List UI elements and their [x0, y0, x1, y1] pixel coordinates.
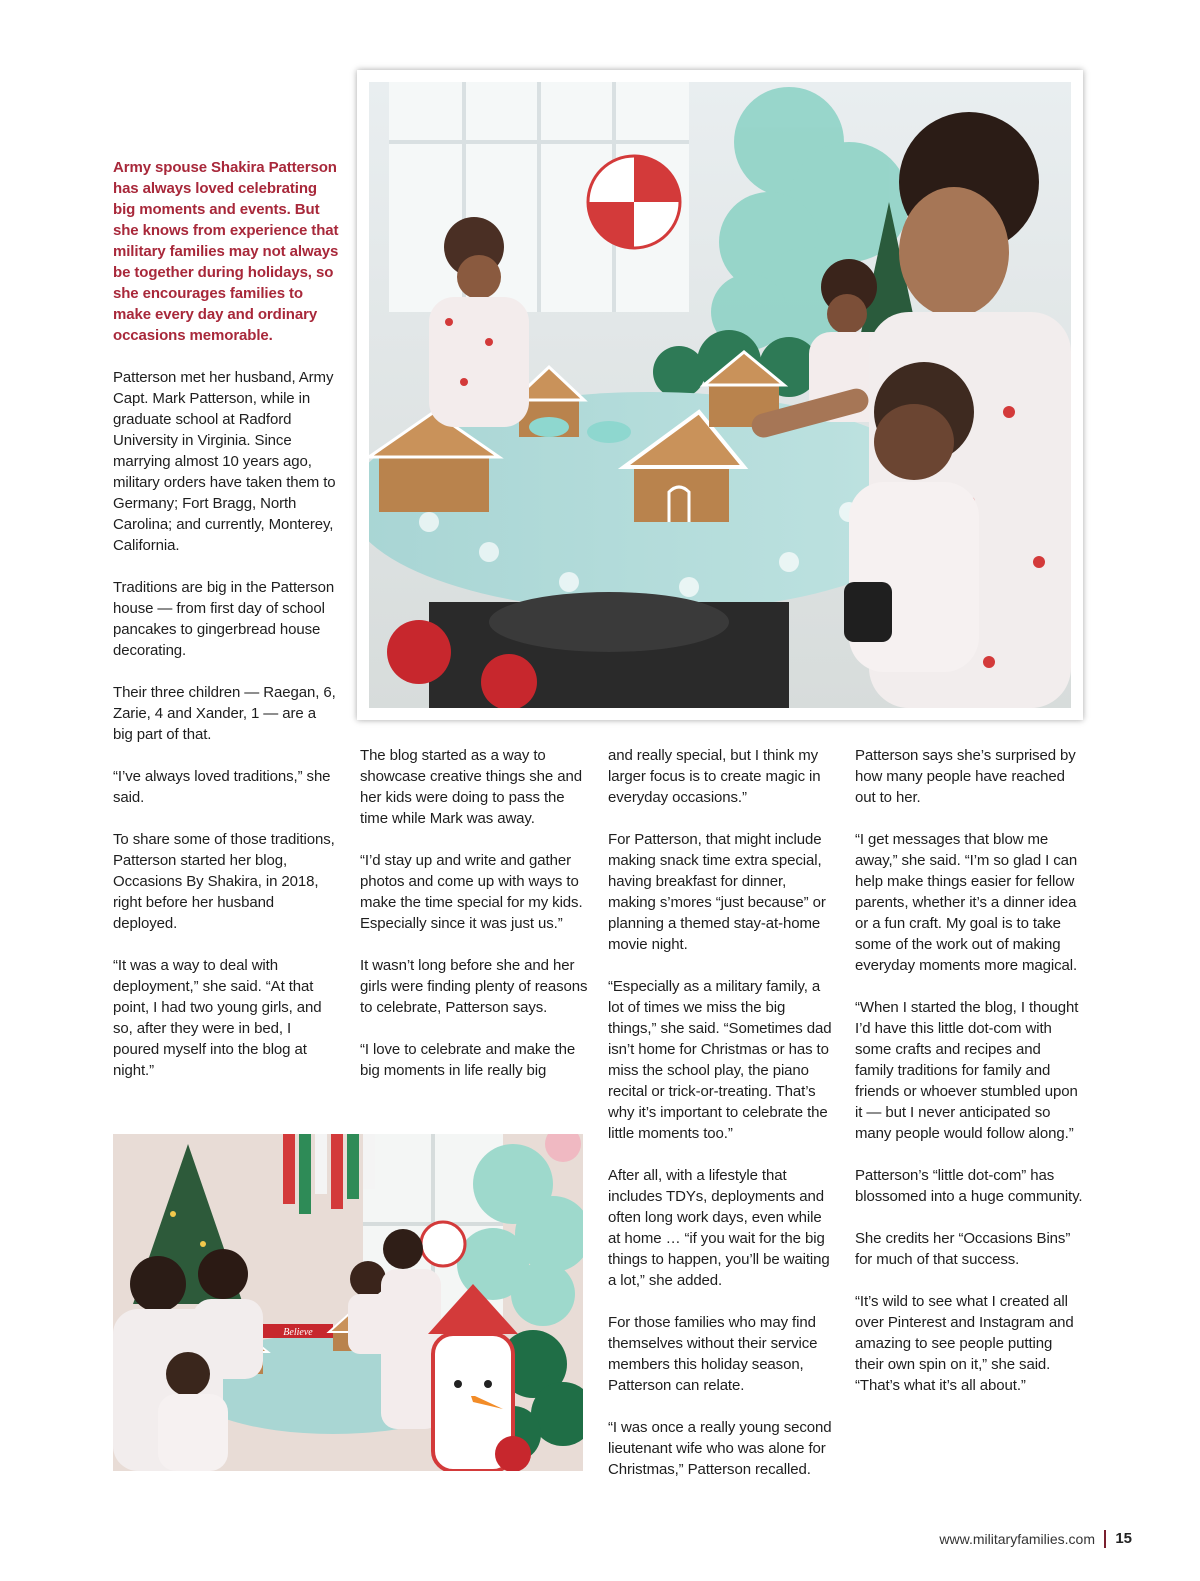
article-paragraph: Traditions are big in the Patterson house — from first day of school pancakes to gingerbread house decorating. — [113, 579, 335, 659]
article-paragraph: Patterson met her husband, Army Capt. Mark Patterson, while in graduate school at Radford University in Virginia. Since marrying almost 10 years ago, military orders have taken them to Germany; Fort Bragg, North Carolina; and currently, Monterey, California. — [113, 369, 336, 554]
article-paragraph: For Patterson, that might include making snack time extra special, having breakfast for dinner, making s’mores “just because” or planning a themed stay-at-home movie night. — [608, 831, 826, 953]
article-paragraph: Patterson says she’s surprised by how many people have reached out to her. — [855, 747, 1076, 806]
family-table-photo — [113, 1134, 583, 1471]
article-paragraph: and really special, but I think my larger focus is to create magic in everyday occasions.” — [608, 747, 821, 806]
article-paragraph: “Especially as a military family, a lot of times we miss the big things,” she said. “Sometimes dad isn’t home for Christmas or has to miss the school play, the piano recital or trick-or-treating. That’s why it’s important to celebrate the little moments too.” — [608, 978, 832, 1142]
article-column-2 — [360, 745, 588, 1102]
footer-url[interactable]: www.militaryfamilies.com — [939, 1531, 1095, 1547]
article-paragraph: To share some of those traditions, Patterson started her blog, Occasions By Shakira, in 2018, right before her husband deployed. — [113, 831, 335, 932]
footer-separator — [1104, 1530, 1106, 1548]
believe-sign: Believe — [283, 1327, 313, 1338]
article-paragraph: “I’d stay up and write and gather photos and come up with ways to make the time special for my kids. Especially since it was just us.” — [360, 852, 583, 932]
article-paragraph: It wasn’t long before she and her girls were finding plenty of reasons to celebrate, Patterson says. — [360, 957, 588, 1016]
article-paragraph: Their three children — Raegan, 6, Zarie, 4 and Xander, 1 — are a big part of that. — [113, 684, 336, 743]
page-number: 15 — [1115, 1530, 1132, 1547]
article-lead: Army spouse Shakira Patterson has always loved celebrating big moments and events. But she knows from experience that military families may not always be together during holidays, so she encourages families to make every day and ordinary occasions memorable. — [113, 159, 339, 344]
article-paragraph: For those families who may find themselves without their service members this holiday season, Patterson can relate. — [608, 1314, 818, 1394]
article-column-4 — [855, 745, 1083, 1417]
article-paragraph: “It’s wild to see what I created all over Pinterest and Instagram and amazing to see people putting their own spin on it,” she said. “That’s what it’s all about.” — [855, 1293, 1074, 1394]
article-paragraph: “I’ve always loved traditions,” she said. — [113, 768, 331, 806]
family-gingerbread-photo — [369, 82, 1071, 708]
top-photo-frame — [357, 70, 1083, 720]
article-paragraph: The blog started as a way to showcase creative things she and her kids were doing to pass the time while Mark was away. — [360, 747, 582, 827]
article-paragraph: “I get messages that blow me away,” she said. “I’m so glad I can help make things easier for fellow parents, whether it’s a dinner idea or a fun craft. My goal is to take some of the work out of making everyday moments more magical. — [855, 831, 1078, 974]
article-paragraph: “I was once a really young second lieutenant wife who was alone for Christmas,” Patterson recalled. — [608, 1419, 832, 1478]
article-column-3 — [608, 745, 836, 1501]
article-paragraph: She credits her “Occasions Bins” for much of that success. — [855, 1230, 1071, 1268]
article-column-1 — [113, 157, 339, 1102]
article-paragraph: After all, with a lifestyle that includes TDYs, deployments and often long work days, even while at home … “if you wait for the big things to happen, you’ll be waiting a lot,” she added. — [608, 1167, 830, 1289]
page-footer — [900, 1530, 1140, 1550]
article-paragraph: Patterson’s “little dot-com” has blossomed into a huge community. — [855, 1167, 1083, 1205]
article-paragraph: “When I started the blog, I thought I’d have this little dot-com with some crafts and recipes and family traditions for family and friends or whoever stumbled upon it — but I never anticipated so many people would follow along.” — [855, 999, 1079, 1142]
article-paragraph: “I love to celebrate and make the big moments in life really big — [360, 1041, 576, 1079]
article-paragraph: “It was a way to deal with deployment,” she said. “At that point, I had two young girls, and so, after they were in bed, I poured myself into the blog at night.” — [113, 957, 322, 1079]
